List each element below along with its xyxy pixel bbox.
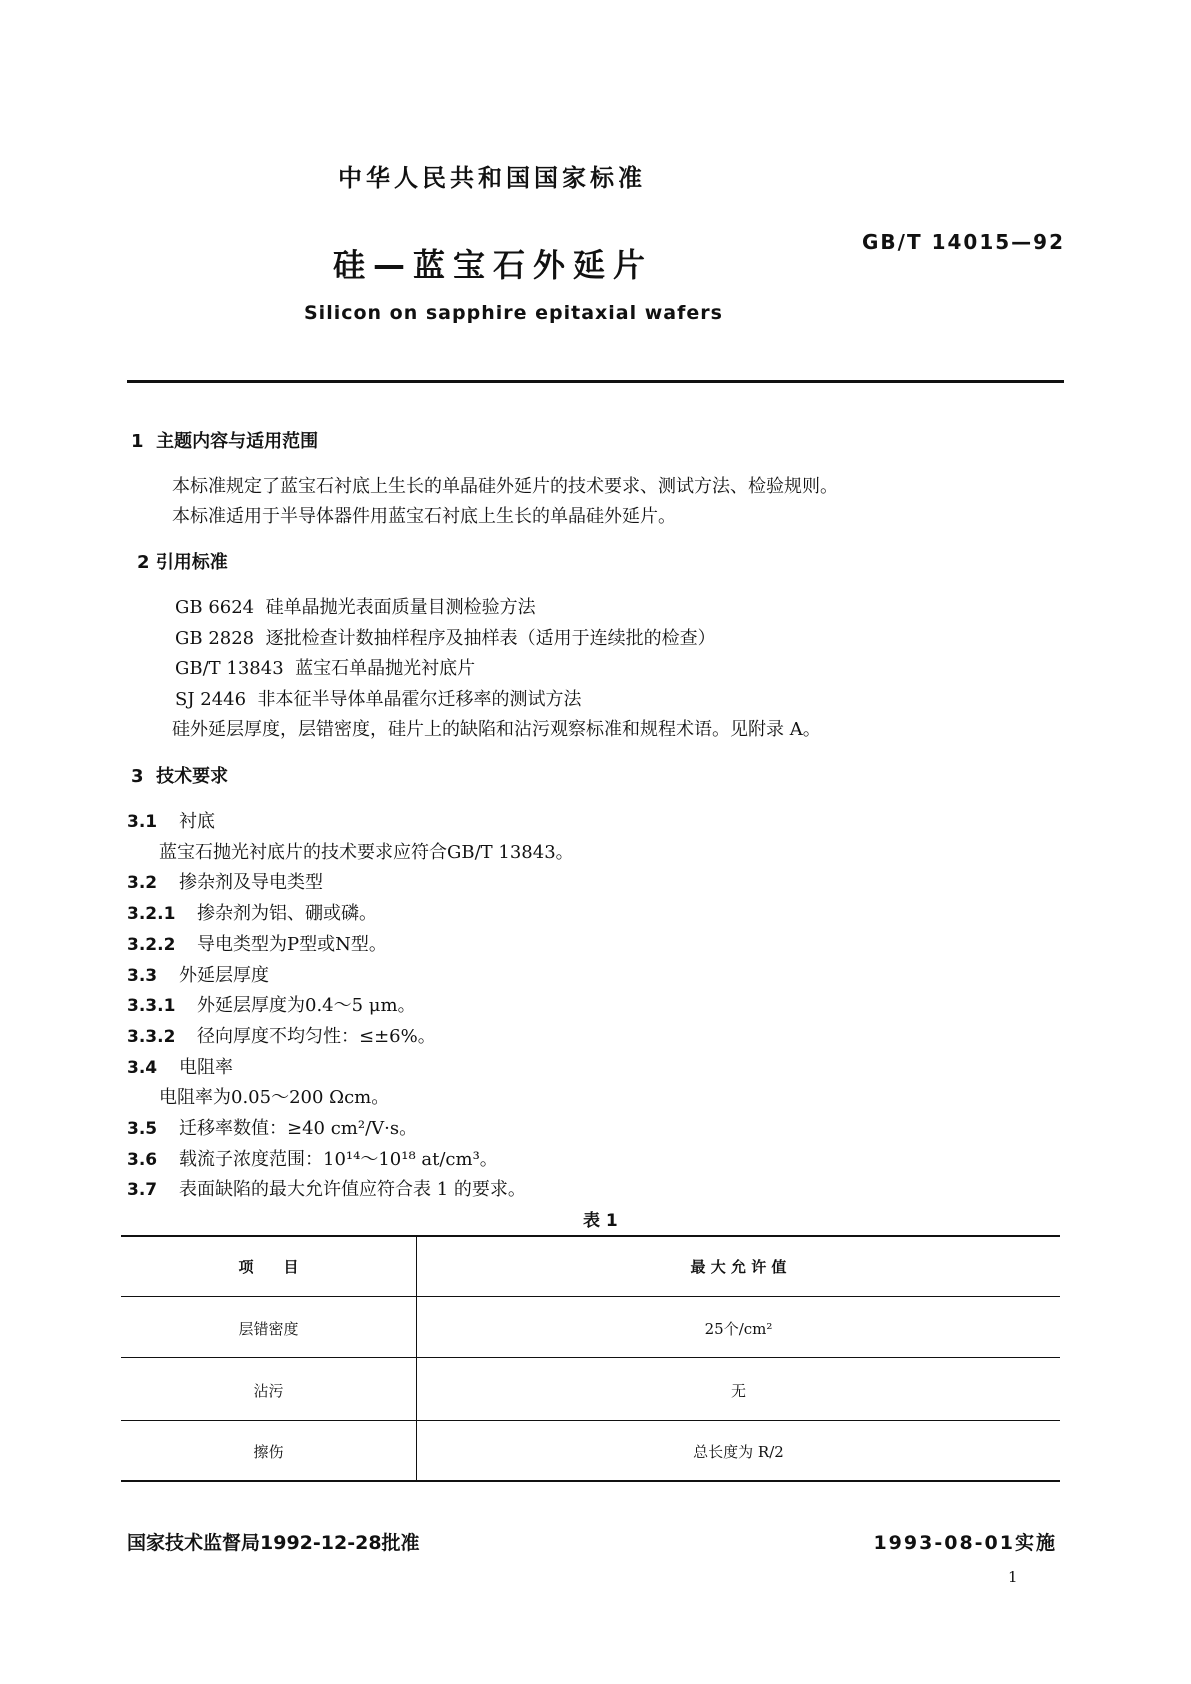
- paragraph: 本标准适用于半导体器件用蓝宝石衬底上生长的单晶硅外延片。: [172, 506, 676, 527]
- section-number: 1: [131, 431, 144, 452]
- table-cell: 擦伤: [253, 1443, 284, 1461]
- clause-number: 3.1: [127, 812, 158, 832]
- clause-text: 电阻率: [179, 1056, 233, 1078]
- paragraph: 本标准规定了蓝宝石衬底上生长的单晶硅外延片的技术要求、测试方法、检验规则。: [172, 476, 838, 497]
- table-cell: 无: [730, 1382, 746, 1400]
- table-cell: 层错密度: [238, 1320, 299, 1338]
- header-rule: [127, 380, 1064, 383]
- requirement-item: [127, 807, 215, 833]
- table-cell: 沾污: [253, 1382, 284, 1400]
- page-number: 1: [1008, 1568, 1018, 1586]
- reference-note: 硅外延层厚度，层错密度，硅片上的缺陷和沾污观察标准和规程术语。见附录 A。: [172, 719, 821, 740]
- requirement-item: [127, 1114, 417, 1140]
- section-title: 主题内容与适用范围: [156, 431, 319, 452]
- clause-text: 掺杂剂及导电类型: [179, 872, 323, 894]
- document-title-en: Silicon on sapphire epitaxial wafers: [304, 302, 723, 324]
- clause-number: 3.2: [127, 873, 158, 894]
- clause-text: 电阻率为0.05～200 Ωcm。: [159, 1087, 390, 1109]
- section-number: 2: [137, 552, 150, 573]
- effective-date: 1993-08-01实施: [873, 1532, 1057, 1554]
- clause-number: 3.6: [127, 1149, 158, 1170]
- clause-number: 3.4: [127, 1057, 158, 1078]
- clause-text: 外延层厚度为0.4～5 μm。: [197, 995, 416, 1017]
- table-cell: 总长度为 R/2: [693, 1443, 784, 1461]
- clause-text: 迁移率数值：≥40 cm²/V·s。: [179, 1118, 418, 1139]
- approval-date: 国家技术监督局1992-12-28批准: [127, 1532, 420, 1554]
- table-header-max: 最 大 允 许 值: [690, 1258, 787, 1276]
- table-cell: 25个/cm²: [704, 1320, 773, 1338]
- requirement-item: [127, 1175, 526, 1201]
- requirement-item: [127, 1022, 436, 1048]
- clause-text: 表面缺陷的最大允许值应符合表 1 的要求。: [179, 1179, 526, 1201]
- reference-item: GB 2828 逐批检查计数抽样程序及抽样表（适用于连续批的检查）: [175, 628, 716, 649]
- clause-text: 径向厚度不均匀性：≤±6%。: [197, 1025, 436, 1047]
- clause-text: 载流子浓度范围：10¹⁴～10¹⁸ at/cm³。: [179, 1148, 498, 1170]
- requirement-item: [127, 991, 416, 1017]
- section-2-heading: [137, 548, 228, 574]
- section-3-heading: [131, 762, 228, 788]
- clause-number: 3.5: [127, 1119, 158, 1139]
- clause-number: 3.3.2: [127, 1026, 176, 1047]
- table-caption: 表 1: [583, 1211, 618, 1231]
- reference-item: GB 6624 硅单晶抛光表面质量目测检验方法: [175, 597, 536, 618]
- reference-item: SJ 2446 非本征半导体单晶霍尔迁移率的测试方法: [175, 689, 582, 710]
- section-title: 引用标准: [155, 552, 228, 573]
- requirement-item: [127, 1053, 233, 1079]
- requirement-item: [159, 1083, 389, 1109]
- clause-number: 3.3: [127, 965, 158, 986]
- clause-number: 3.3.1: [127, 996, 176, 1017]
- document-title-cn: 硅—蓝宝石外延片: [333, 246, 654, 284]
- clause-number: 3.2.1: [127, 904, 176, 925]
- clause-text: 衬底: [179, 811, 215, 832]
- requirement-item: [127, 868, 323, 894]
- clause-text: 蓝宝石抛光衬底片的技术要求应符合GB/T 13843。: [159, 841, 574, 863]
- requirement-item: [159, 838, 574, 864]
- clause-text: 外延层厚度: [179, 964, 269, 986]
- national-standard-heading: 中华人民共和国国家标准: [338, 164, 646, 192]
- clause-number: 3.7: [127, 1180, 158, 1201]
- reference-item: GB/T 13843 蓝宝石单晶抛光衬底片: [175, 658, 476, 679]
- clause-text: 导电类型为P型或N型。: [197, 933, 387, 955]
- requirement-item: [127, 1145, 498, 1171]
- requirement-item: [127, 899, 377, 925]
- clause-number: 3.2.2: [127, 934, 176, 955]
- clause-text: 掺杂剂为铝、硼或磷。: [197, 903, 377, 925]
- table-header-item: 项 目: [238, 1258, 299, 1276]
- section-title: 技术要求: [156, 766, 229, 787]
- section-number: 3: [131, 766, 144, 787]
- requirement-item: [127, 961, 269, 987]
- section-1-heading: [131, 427, 318, 453]
- standard-number: GB/T 14015—92: [862, 230, 1065, 254]
- requirement-item: [127, 930, 387, 956]
